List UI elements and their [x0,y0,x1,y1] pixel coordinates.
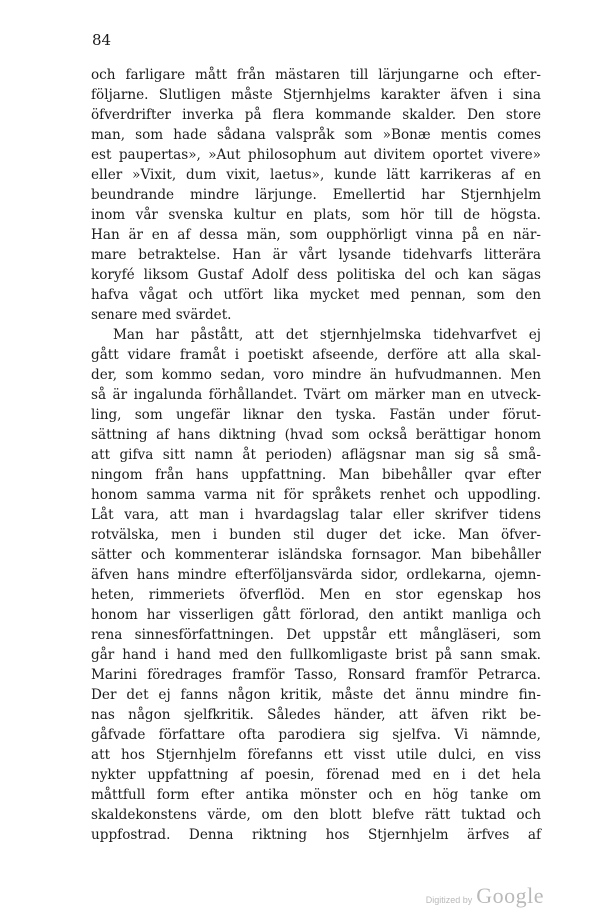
text-line: heten, rimmeriets öfverflöd. Men en stor egenskap hos [91,587,541,603]
text-line: sättning af hans diktning (hvad som också berättigar honom [91,427,541,443]
text-line: gått vidare framåt i poetiskt afseende, derföre att alla skal- [91,347,541,363]
text-line: måttfull form efter antika mönster och en hög tanke om [91,787,541,803]
text-line: est paupertas», »Aut philosophum aut divitem oportet vivere» [91,147,541,163]
text-line: så är ingalunda förhållandet. Tvärt om märker man en utveck- [91,387,541,403]
text-line: mare betraktelse. Han är vårt lysande tidehvarfs litterära [91,247,541,263]
text-line: Der det ej fanns någon kritik, måste det ännu mindre fin- [91,687,541,703]
text-line: eller »Vixit, dum vixit, laetus», kunde lätt karrikeras af en [91,167,541,183]
text-line: Låt vara, att man i hvardagslag talar eller skrifver tidens [91,507,541,523]
text-line: hafva vågat och utfört lika mycket med pennan, som den [91,287,541,303]
paragraph-start-line: Man har påstått, att det stjernhjelmska tidehvarfvet ej [113,327,541,343]
text-line: inom vår svenska kultur en plats, som hör till de högsta. [91,207,541,223]
text-line: man, som hade sådana valspråk som »Bonæ mentis comes [91,127,541,143]
google-logo: Google [476,883,544,908]
text-line: öfverdrifter inverka på flera kommande skalder. Den store [91,107,541,123]
text-line: följarne. Slutligen måste Stjernhjelms karakter äfven i sina [91,87,541,103]
body-text [91,65,541,845]
text-line: och farligare mått från mästaren till lärjungarne och efter- [91,67,541,83]
text-line: gåfvade författare ofta parodiera sig sjelfva. Vi nämnde, [91,727,541,743]
watermark-prefix: Digitized by [425,895,473,905]
text-line: nas någon sjelfkritik. Således händer, att äfven rikt be- [91,707,541,723]
text-line: honom samma varma nit för språkets renhet och uppodling. [91,487,541,503]
text-line: att hos Stjernhjelm förefanns ett visst utile dulci, en viss [91,747,541,763]
text-line: nykter uppfattning af poesin, förenad med en i det hela [91,767,541,783]
text-line: att gifva sitt namn åt perioden) aflägsnar man sig så små- [91,447,541,463]
text-line: der, som kommo sedan, voro mindre än hufvudmannen. Men [91,367,541,383]
page-number: 84 [92,31,112,49]
text-line: sätter och kommenterar isländska fornsagor. Man bibehåller [91,547,541,563]
text-line: uppfostrad. Denna riktning hos Stjernhjelm ärfves af [91,827,541,843]
text-line: går hand i hand med den fullkomligaste brist på sann smak. [91,647,541,663]
text-line: ling, som ungefär liknar den tyska. Fastän under förut- [91,407,541,423]
text-line: äfven hans mindre efterföljansvärda sidor, ordlekarna, ojemn- [91,567,541,583]
digitized-watermark [426,883,544,909]
text-line: rotvälska, men i bunden stil duger det icke. Man öfver- [91,527,541,543]
text-line: Marini föredrages framför Tasso, Ronsard framför Petrarca. [91,667,541,683]
paragraph-end-line: senare med svärdet. [91,307,232,323]
text-line: skaldekonstens värde, om den blott blefve rätt tuktad och [91,807,541,823]
text-line: rena sinnesförfattningen. Det uppstår ett mångläseri, som [91,627,541,643]
text-line: koryfé liksom Gustaf Adolf dess politiska del och kan sägas [91,267,541,283]
text-line: ningom från hans uppfattning. Man bibehåller qvar efter [91,467,541,483]
text-line: honom har visserligen gått förlorad, den antikt manliga och [91,607,541,623]
text-line: beundrande mindre lärjunge. Emellertid har Stjernhjelm [91,187,541,203]
text-line: Han är en af dessa män, som oupphörligt vinna på en när- [91,227,541,243]
